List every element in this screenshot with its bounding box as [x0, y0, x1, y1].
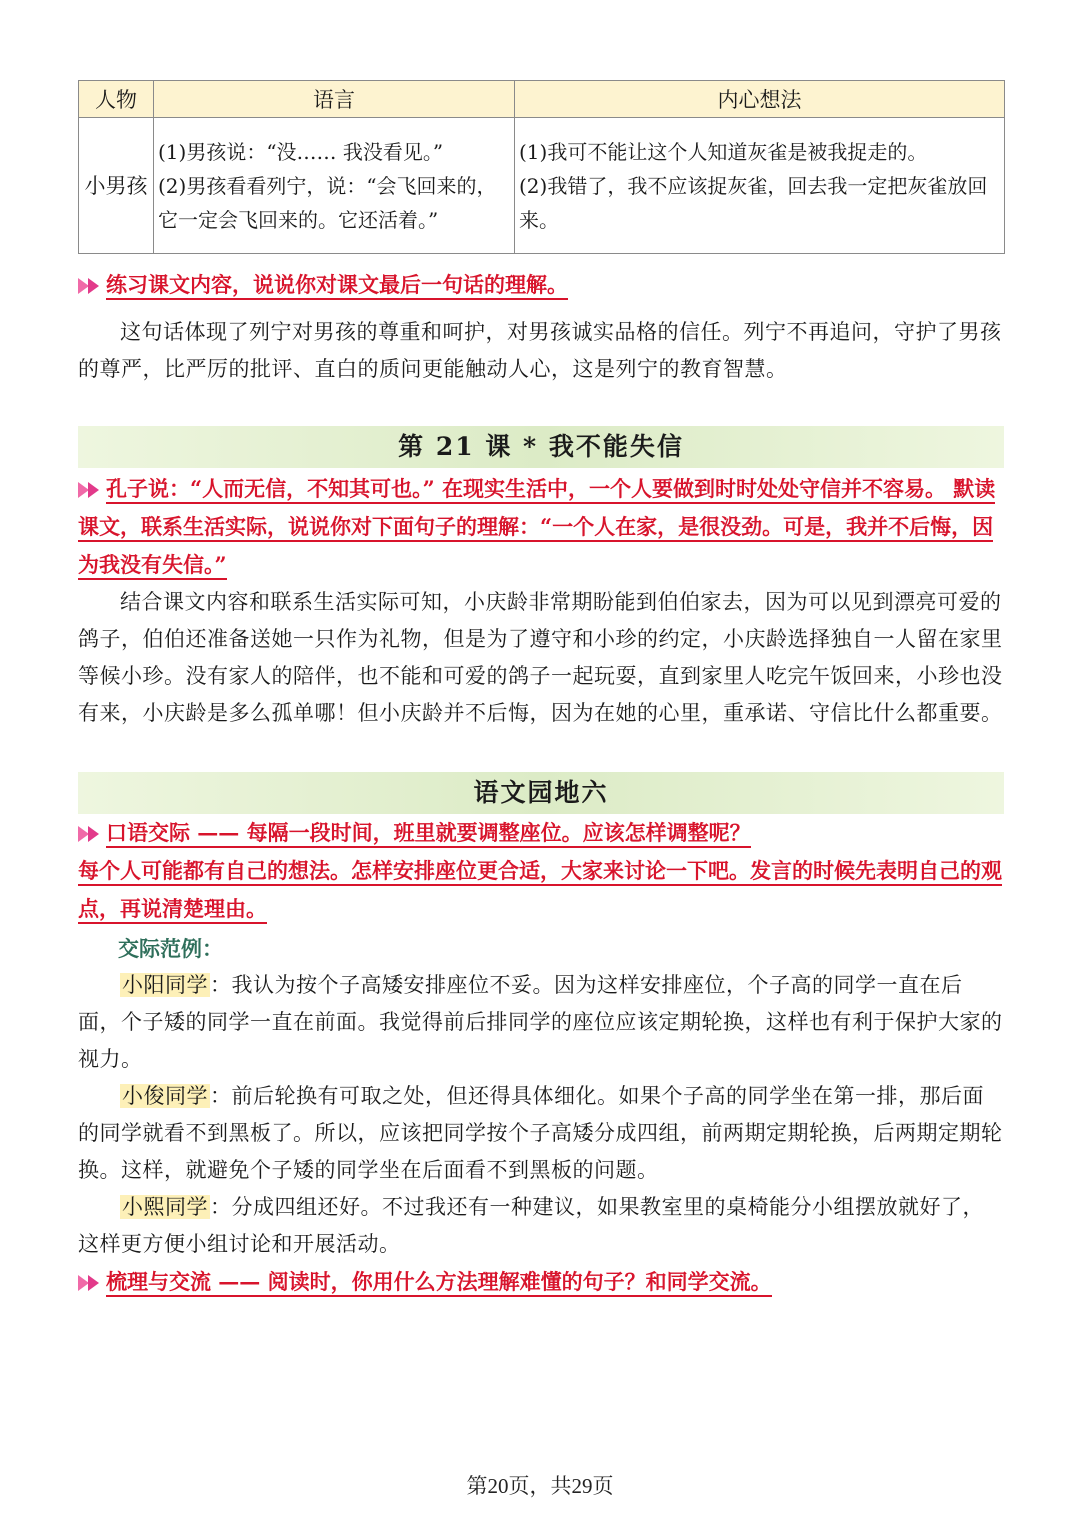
prompt-text: 练习课文内容，说说你对课文最后一句话的理解。 — [106, 272, 568, 300]
prompt-text: 每个人可能都有自己的想法。怎样安排座位更合适，大家来讨论一下吧。发言的时候先表明自己的观点，再说清楚理由。 — [78, 858, 1002, 924]
cell-person: 小男孩 — [79, 118, 154, 254]
speaker-name: 小阳同学 — [122, 973, 208, 997]
thought-line: (2)我错了，我不应该捉灰雀，回去我一定把灰雀放回来。 — [519, 173, 988, 232]
double-arrow-icon — [78, 826, 104, 842]
review-exchange-prompt — [78, 1263, 1004, 1301]
oral-communication-detail — [78, 852, 1004, 928]
lesson-21-prompt — [78, 470, 1004, 584]
speaker-name: 小熙同学 — [122, 1195, 208, 1219]
example-text: ：分成四组还好。不过我还有一种建议，如果教室里的桌椅能分小组摆放就好了，这样更方便小组讨论和开展活动。 — [78, 1195, 984, 1256]
cell-language — [154, 118, 515, 254]
example-text: ：前后轮换有可取之处，但还得具体细化。如果个子高的同学坐在第一排，那后面的同学就看不到黑板了。所以，应该把同学按个子高矮分成四组，前两期定期轮换，后两期定期轮换。这样，就避免个子矮的同学坐在后面看不到黑板的问题。 — [78, 1084, 1003, 1182]
thought-line: (1)我可不能让这个人知道灰雀是被我捉走的。 — [519, 139, 928, 164]
example-text: ：我认为按个子高矮安排座位不妥。因为这样安排座位，个子高的同学一直在后面，个子矮的同学一直在前面。我觉得前后排同学的座位应该定期轮换，这样也有利于保护大家的视力。 — [78, 973, 1003, 1071]
oral-communication-prompt — [78, 814, 1004, 852]
prompt-text: 孔子说：“人而无信，不知其可也。” 在现实生活中，一个人要做到时时处处守信并不容易。 默读课文，联系生活实际，说说你对下面句子的理解：“一个人在家，是很没劲。可是，我并不后悔，因为我没有失信。” — [78, 476, 995, 580]
prompt-text: 梳理与交流 —— 阅读时，你用什么方法理解难懂的句子？和同学交流。 — [106, 1269, 772, 1297]
double-arrow-icon — [78, 482, 104, 498]
speaker-name: 小俊同学 — [122, 1084, 208, 1108]
language-line: (2)男孩看看列宁，说：“会飞回来的，它一定会飞回来的。它还活着。” — [158, 173, 497, 232]
answer-paragraph: 这句话体现了列宁对男孩的尊重和呵护，对男孩诚实品格的信任。列宁不再追问，守护了男孩的尊严，比严厉的批评、直白的质问更能触动人心，这是列宁的教育智慧。 — [78, 320, 1002, 381]
header-thought: 内心想法 — [515, 81, 1005, 118]
example-title: 交际范例： — [118, 936, 223, 961]
table-header-row — [79, 81, 1005, 118]
language-line: (1)男孩说：“没…… 我没看见。” — [158, 139, 444, 164]
prompt-text: 口语交际 —— 每隔一段时间，班里就要调整座位。应该怎样调整呢？ — [106, 820, 751, 848]
character-table — [78, 80, 1005, 254]
header-language: 语言 — [154, 81, 515, 118]
lesson-21-heading: 第 21 课 * 我不能失信 — [78, 426, 1004, 468]
lesson-21-answer: 结合课文内容和联系生活实际可知，小庆龄非常期盼能到伯伯家去，因为可以见到漂亮可爱的鸽子，伯伯还准备送她一只作为礼物，但是为了遵守和小珍的约定，小庆龄选择独自一人留在家里等候小珍。没有家人的陪伴，也不能和可爱的鸽子一起玩耍，直到家里人吃完午饭回来，小珍也没有来，小庆龄是多么孤单哪！但小庆龄并不后悔，因为在她的心里，重承诺、守信比什么都重要。 — [78, 590, 1003, 725]
cell-thought — [515, 118, 1005, 254]
example-paragraph — [78, 1078, 1004, 1189]
table-row — [79, 118, 1005, 254]
header-person: 人物 — [79, 81, 154, 118]
example-paragraph — [78, 1189, 1004, 1263]
double-arrow-icon — [78, 1275, 104, 1291]
page-number: 第20页，共29页 — [466, 1474, 614, 1498]
example-paragraph — [78, 967, 1004, 1078]
double-arrow-icon — [78, 278, 104, 294]
garden-6-heading: 语文园地六 — [78, 772, 1004, 814]
worksheet-page — [78, 80, 1004, 1301]
prompt-understanding — [78, 266, 1004, 304]
